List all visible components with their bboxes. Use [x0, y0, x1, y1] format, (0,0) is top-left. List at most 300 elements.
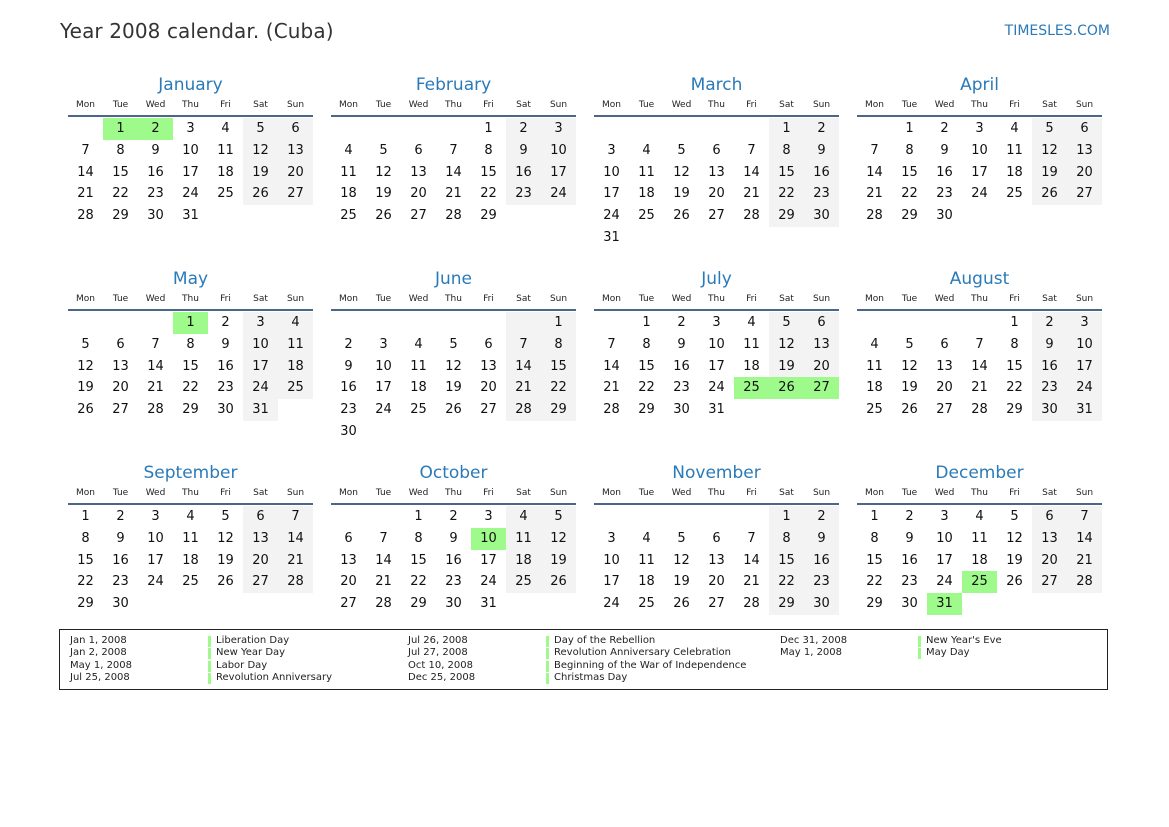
holiday-name: New Year's Eve [926, 635, 1002, 646]
day-cell: 4 [975, 509, 984, 524]
day-cell: 22 [769, 571, 804, 593]
weekday-label: Thu [708, 294, 725, 304]
empty-day-cell [366, 312, 401, 334]
holiday-date: May 1, 2008 [780, 647, 843, 659]
day-cell: 23 [804, 571, 839, 593]
day-cell: 14 [743, 164, 760, 180]
day-cell: 2 [940, 121, 949, 136]
legend-row [70, 635, 408, 647]
day-cell: 22 [866, 574, 883, 590]
day-cell: 7 [747, 530, 756, 546]
day-cell: 29 [541, 399, 576, 421]
day-cell: 9 [116, 530, 125, 546]
day-cell: 11 [971, 530, 988, 546]
weekday-label: Mon [76, 100, 95, 110]
holiday-color-marker [208, 648, 211, 659]
day-cell: 20 [1032, 550, 1067, 572]
day-cell: 11 [506, 528, 541, 550]
day-cell: 3 [607, 530, 616, 546]
day-cell: 16 [506, 162, 541, 184]
day-cell: 13 [410, 164, 427, 180]
day-cell: 18 [410, 380, 427, 396]
day-cell: 3 [940, 509, 949, 524]
day-cell: 10 [375, 358, 392, 374]
day-cell: 29 [901, 208, 918, 224]
day-cell: 21 [445, 186, 462, 202]
day-cell: 22 [1006, 380, 1023, 396]
day-cell: 13 [340, 552, 357, 568]
day-cell: 3 [379, 336, 388, 352]
day-cell: 26 [541, 571, 576, 593]
day-cell: 11 [182, 530, 199, 546]
day-cell: 26 [1006, 574, 1023, 590]
day-cell: 8 [1010, 336, 1019, 352]
weekday-header [331, 486, 576, 505]
empty-day-cell [962, 312, 997, 334]
day-cell: 14 [1067, 528, 1102, 550]
day-cell: 12 [541, 528, 576, 550]
holiday-day-cell: 10 [471, 528, 506, 550]
day-cell: 5 [677, 142, 686, 158]
day-cell: 6 [1032, 506, 1067, 528]
weekday-label: Sat [779, 488, 794, 498]
weekday-header [68, 292, 313, 311]
day-cell: 28 [278, 571, 313, 593]
day-cell: 15 [769, 550, 804, 572]
empty-day-cell [629, 118, 664, 140]
day-cell: 14 [445, 164, 462, 180]
weekday-label: Sat [1042, 488, 1057, 498]
empty-day-cell [331, 312, 366, 334]
day-cell: 16 [804, 162, 839, 184]
weekday-label: Wed [408, 488, 429, 498]
weekday-label: Mon [339, 488, 358, 498]
day-cell: 24 [603, 596, 620, 612]
day-cell: 29 [112, 208, 129, 224]
weekday-label: Tue [375, 294, 392, 304]
weekday-label: Fri [1009, 294, 1020, 304]
day-cell: 29 [77, 596, 94, 612]
day-cell: 3 [151, 509, 160, 524]
day-cell: 1 [905, 121, 914, 136]
day-cell: 12 [445, 358, 462, 374]
weekday-label: Sun [1075, 488, 1094, 498]
holiday-day-cell: 1 [103, 118, 138, 140]
holiday-date: Dec 25, 2008 [408, 672, 476, 684]
day-cell: 5 [449, 336, 458, 352]
holiday-day-cell: 25 [734, 377, 769, 399]
day-cell: 24 [708, 380, 725, 396]
day-cell: 4 [870, 336, 879, 352]
day-cell: 29 [410, 596, 427, 612]
holiday-name: May Day [926, 647, 970, 659]
day-cell: 9 [940, 142, 949, 158]
day-cell: 12 [77, 358, 94, 374]
month-june [331, 268, 576, 462]
weekday-label: Sat [516, 488, 531, 498]
month-august [857, 268, 1102, 462]
day-cell: 12 [673, 164, 690, 180]
day-cell: 2 [449, 509, 458, 524]
day-cell: 26 [217, 574, 234, 590]
day-cell: 23 [1032, 377, 1067, 399]
weekday-label: Mon [76, 488, 95, 498]
day-cell: 23 [340, 402, 357, 418]
day-cell: 21 [971, 380, 988, 396]
day-cell: 16 [112, 552, 129, 568]
holiday-date: Oct 10, 2008 [408, 659, 473, 671]
day-cell: 4 [186, 509, 195, 524]
day-cell: 14 [506, 356, 541, 378]
day-cell: 25 [278, 377, 313, 399]
weekday-label: Thu [182, 294, 199, 304]
day-grid [331, 118, 576, 227]
day-cell: 18 [340, 186, 357, 202]
holiday-day-cell: 31 [927, 593, 962, 615]
month-may [68, 268, 313, 462]
day-cell: 30 [804, 593, 839, 615]
month-july [594, 268, 839, 462]
day-cell: 2 [677, 315, 686, 330]
empty-day-cell [734, 118, 769, 140]
day-cell: 3 [712, 315, 721, 330]
weekday-label: Thu [971, 294, 988, 304]
day-grid [594, 312, 839, 421]
day-cell: 5 [1032, 118, 1067, 140]
day-cell: 16 [445, 552, 462, 568]
weekday-label: Tue [375, 488, 392, 498]
day-cell: 29 [866, 596, 883, 612]
day-cell: 14 [866, 164, 883, 180]
holiday-legend [59, 629, 1108, 690]
day-cell: 9 [449, 530, 458, 546]
empty-day-cell [436, 118, 471, 140]
day-grid [331, 506, 576, 615]
day-cell: 2 [905, 509, 914, 524]
day-cell: 4 [1010, 121, 1019, 136]
day-cell: 7 [449, 142, 458, 158]
holiday-color-marker [546, 636, 549, 647]
weekday-label: Wed [408, 100, 429, 110]
day-cell: 27 [278, 183, 313, 205]
month-september [68, 462, 313, 656]
day-cell: 25 [1006, 186, 1023, 202]
day-cell: 19 [1006, 552, 1023, 568]
day-cell: 24 [603, 208, 620, 224]
weekday-label: Mon [865, 488, 884, 498]
day-cell: 1 [541, 312, 576, 334]
weekday-label: Sun [549, 488, 568, 498]
day-cell: 1 [642, 315, 651, 330]
day-cell: 10 [603, 552, 620, 568]
weekday-label: Wed [671, 294, 692, 304]
day-cell: 29 [480, 208, 497, 224]
day-cell: 15 [866, 552, 883, 568]
holiday-date: Jul 25, 2008 [70, 672, 130, 684]
empty-day-cell [401, 312, 436, 334]
day-cell: 14 [278, 528, 313, 550]
day-cell: 18 [278, 356, 313, 378]
day-cell: 24 [375, 402, 392, 418]
day-cell: 15 [769, 162, 804, 184]
day-cell: 3 [484, 509, 493, 524]
day-cell: 7 [1067, 506, 1102, 528]
holiday-color-marker [208, 673, 211, 684]
weekday-label: Thu [445, 100, 462, 110]
day-cell: 17 [708, 358, 725, 374]
day-cell: 25 [217, 186, 234, 202]
day-cell: 20 [804, 356, 839, 378]
day-cell: 21 [375, 574, 392, 590]
month-november [594, 462, 839, 656]
day-cell: 18 [182, 552, 199, 568]
weekday-label: Mon [339, 100, 358, 110]
day-cell: 9 [344, 358, 353, 374]
day-cell: 2 [116, 509, 125, 524]
day-cell: 24 [1067, 377, 1102, 399]
day-cell: 23 [901, 574, 918, 590]
day-cell: 14 [603, 358, 620, 374]
day-cell: 4 [506, 506, 541, 528]
day-cell: 15 [1006, 358, 1023, 374]
day-cell: 8 [81, 530, 90, 546]
day-grid [857, 312, 1102, 421]
day-cell: 8 [541, 334, 576, 356]
weekday-label: Fri [220, 488, 231, 498]
day-cell: 18 [866, 380, 883, 396]
day-cell: 20 [410, 186, 427, 202]
day-cell: 27 [1067, 183, 1102, 205]
months-grid [68, 74, 1102, 656]
weekday-label: Wed [145, 294, 166, 304]
day-cell: 22 [480, 186, 497, 202]
day-cell: 19 [769, 356, 804, 378]
day-cell: 26 [901, 402, 918, 418]
empty-day-cell [594, 312, 629, 334]
empty-day-cell [366, 118, 401, 140]
day-cell: 10 [603, 164, 620, 180]
day-cell: 10 [708, 336, 725, 352]
day-cell: 26 [243, 183, 278, 205]
day-cell: 10 [147, 530, 164, 546]
day-cell: 13 [1032, 528, 1067, 550]
day-cell: 28 [743, 596, 760, 612]
weekday-label: Tue [112, 294, 129, 304]
day-cell: 6 [278, 118, 313, 140]
holiday-color-marker [546, 661, 549, 672]
day-cell: 23 [673, 380, 690, 396]
weekday-label: Wed [671, 100, 692, 110]
holiday-name: Revolution Anniversary [216, 672, 332, 684]
weekday-label: Fri [1009, 100, 1020, 110]
day-cell: 14 [375, 552, 392, 568]
weekday-label: Sat [1042, 100, 1057, 110]
weekday-label: Tue [112, 488, 129, 498]
day-cell: 24 [936, 574, 953, 590]
day-cell: 1 [769, 506, 804, 528]
day-cell: 13 [480, 358, 497, 374]
site-link[interactable]: TIMESLES.COM [1004, 23, 1110, 39]
weekday-label: Sun [286, 100, 305, 110]
day-cell: 23 [112, 574, 129, 590]
day-cell: 17 [541, 162, 576, 184]
weekday-label: Tue [375, 100, 392, 110]
day-cell: 7 [81, 142, 90, 158]
day-cell: 11 [1006, 142, 1023, 158]
day-cell: 10 [1067, 334, 1102, 356]
day-cell: 15 [410, 552, 427, 568]
holiday-day-cell: 1 [173, 312, 208, 334]
holiday-day-cell: 25 [962, 571, 997, 593]
weekday-label: Wed [671, 488, 692, 498]
day-cell: 4 [414, 336, 423, 352]
day-cell: 5 [81, 336, 90, 352]
legend-row [408, 647, 780, 659]
day-cell: 17 [375, 380, 392, 396]
day-cell: 28 [1067, 571, 1102, 593]
weekday-label: Mon [602, 488, 621, 498]
weekday-header [331, 98, 576, 117]
weekday-label: Mon [865, 294, 884, 304]
day-cell: 5 [379, 142, 388, 158]
legend-row [780, 635, 1119, 647]
day-cell: 2 [804, 506, 839, 528]
day-cell: 11 [743, 336, 760, 352]
legend-row [408, 660, 780, 672]
legend-column [408, 635, 780, 689]
day-cell: 26 [1032, 183, 1067, 205]
day-cell: 6 [414, 142, 423, 158]
holiday-date: Dec 31, 2008 [780, 635, 848, 646]
month-name: October [419, 463, 488, 483]
day-cell: 8 [769, 528, 804, 550]
day-cell: 22 [77, 574, 94, 590]
day-cell: 9 [804, 140, 839, 162]
empty-day-cell [68, 118, 103, 140]
day-cell: 2 [344, 336, 353, 352]
day-cell: 3 [541, 118, 576, 140]
day-cell: 27 [708, 208, 725, 224]
day-cell: 6 [712, 530, 721, 546]
day-cell: 4 [278, 312, 313, 334]
day-grid [68, 118, 313, 227]
holiday-color-marker [918, 648, 921, 659]
weekday-header [68, 486, 313, 505]
day-cell: 11 [638, 552, 655, 568]
day-cell: 15 [77, 552, 94, 568]
day-cell: 29 [1006, 402, 1023, 418]
day-cell: 7 [151, 336, 160, 352]
legend-row [70, 672, 408, 684]
day-cell: 23 [147, 186, 164, 202]
day-cell: 8 [116, 142, 125, 158]
empty-day-cell [68, 312, 103, 334]
day-cell: 29 [182, 402, 199, 418]
day-cell: 1 [769, 118, 804, 140]
day-cell: 8 [642, 336, 651, 352]
day-cell: 5 [905, 336, 914, 352]
day-cell: 4 [747, 315, 756, 330]
empty-day-cell [594, 506, 629, 528]
day-cell: 5 [221, 509, 230, 524]
weekday-header [594, 98, 839, 117]
day-cell: 12 [375, 164, 392, 180]
day-cell: 12 [1032, 140, 1067, 162]
day-cell: 18 [743, 358, 760, 374]
weekday-label: Tue [901, 100, 918, 110]
weekday-label: Thu [182, 488, 199, 498]
day-cell: 25 [638, 596, 655, 612]
day-grid [331, 312, 576, 443]
day-cell: 7 [379, 530, 388, 546]
day-cell: 19 [375, 186, 392, 202]
weekday-label: Fri [746, 488, 757, 498]
day-cell: 19 [673, 574, 690, 590]
day-cell: 23 [217, 380, 234, 396]
day-cell: 12 [217, 530, 234, 546]
holiday-date: Jul 27, 2008 [408, 647, 468, 659]
day-cell: 6 [940, 336, 949, 352]
day-cell: 7 [975, 336, 984, 352]
day-cell: 3 [1067, 312, 1102, 334]
day-cell: 23 [804, 183, 839, 205]
weekday-label: Thu [445, 294, 462, 304]
weekday-label: Tue [901, 488, 918, 498]
day-cell: 17 [603, 574, 620, 590]
holiday-name: Labor Day [216, 659, 268, 671]
day-cell: 3 [186, 121, 195, 136]
weekday-label: Sun [286, 488, 305, 498]
month-name: June [434, 269, 473, 289]
day-cell: 14 [971, 358, 988, 374]
day-cell: 7 [870, 142, 879, 158]
day-cell: 17 [1067, 356, 1102, 378]
empty-day-cell [103, 312, 138, 334]
legend-column [70, 635, 408, 689]
day-grid [594, 118, 839, 249]
weekday-label: Mon [339, 294, 358, 304]
weekday-label: Sat [253, 488, 268, 498]
day-cell: 30 [445, 596, 462, 612]
day-cell: 16 [673, 358, 690, 374]
day-cell: 31 [708, 402, 725, 418]
day-cell: 23 [506, 183, 541, 205]
holiday-name: Christmas Day [554, 672, 628, 684]
day-cell: 16 [936, 164, 953, 180]
day-grid [68, 506, 313, 615]
day-cell: 18 [217, 164, 234, 180]
day-cell: 18 [1006, 164, 1023, 180]
day-cell: 4 [221, 121, 230, 136]
weekday-label: Fri [220, 100, 231, 110]
weekday-label: Tue [638, 488, 655, 498]
day-cell: 21 [506, 377, 541, 399]
month-name: January [158, 75, 223, 95]
day-cell: 20 [278, 162, 313, 184]
day-cell: 28 [971, 402, 988, 418]
day-cell: 21 [743, 186, 760, 202]
day-cell: 5 [1010, 509, 1019, 524]
day-grid [857, 118, 1102, 227]
empty-day-cell [629, 506, 664, 528]
month-name: September [143, 463, 238, 483]
page-title: Year 2008 calendar. (Cuba) [60, 19, 334, 43]
day-cell: 2 [804, 118, 839, 140]
legend-column [780, 635, 1119, 689]
holiday-color-marker [208, 661, 211, 672]
day-cell: 28 [603, 402, 620, 418]
day-cell: 6 [1067, 118, 1102, 140]
